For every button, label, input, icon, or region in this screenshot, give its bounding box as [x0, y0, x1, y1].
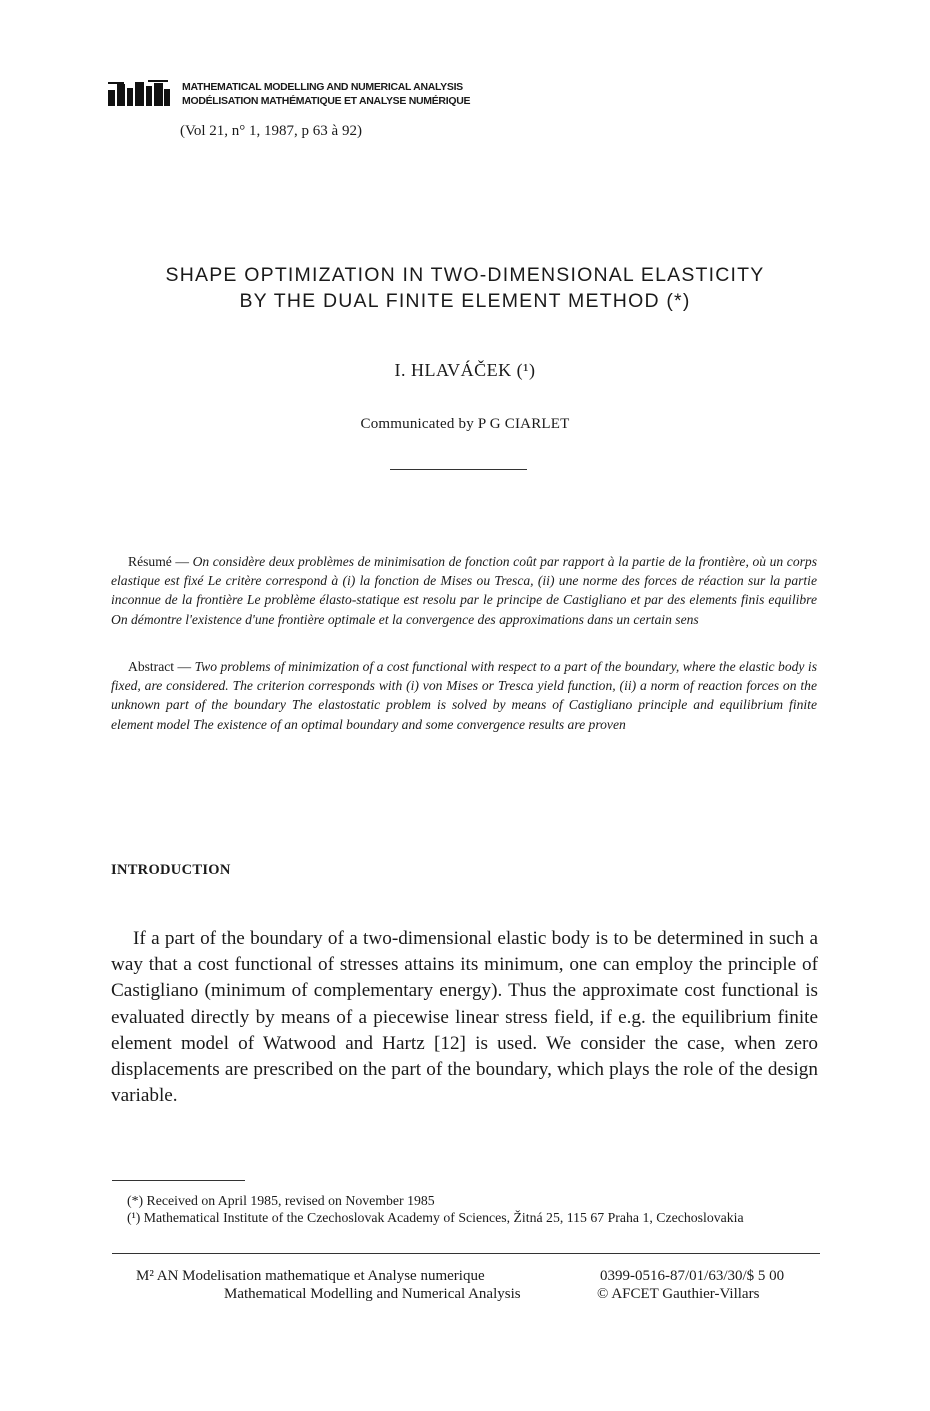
journal-name-fr: MODÉLISATION MATHÉMATIQUE ET ANALYSE NUMÉRIQUE	[182, 95, 471, 107]
resume-text: On considère deux problèmes de minimisation de fonction coût par rapport à la partie de la frontière, où un corps elastique est fixé Le critère correspond à (i) la fonction de Mises ou Tresca, (ii) une norme des forces de réaction sur la partie inconnue de la frontière Le problème élasto-statique est resolu par le principe de Castigliano et par des elements finis equilibre On démontre l'existence d'une frontière optimale et la convergence des approximations dans un certain sens	[111, 554, 817, 627]
citation: (Vol 21, n° 1, 1987, p 63 à 92)	[180, 123, 362, 139]
journal-logo	[108, 80, 170, 106]
title-line-2: BY THE DUAL FINITE ELEMENT METHOD (*)	[239, 290, 691, 312]
introduction-paragraph: If a part of the boundary of a two-dimensional elastic body is to be determined in such a way that a cost functional of stresses attains its minimum, one can employ the principle of Castigliano (minimum of complementary energy). Thus the approximate cost functional is evaluated directly by means of a piecewise linear stress field, if e.g. the equilibrium finite element model of Watwood and Hartz [12] is used. We consider the case, when zero displacements are prescribed on the part of the boundary, which plays the role of the design variable.	[111, 928, 818, 1107]
footer-issn: 0399-0516-87/01/63/30/$ 5 00	[600, 1268, 785, 1284]
resume-label: Résumé —	[128, 554, 189, 569]
footer-copyright: © AFCET Gauthier-Villars	[597, 1286, 760, 1302]
footnote-rule	[112, 1180, 245, 1181]
footer-rule	[112, 1253, 820, 1254]
footer-journal-fr: M² AN Modelisation mathematique et Analyse numerique	[136, 1268, 485, 1284]
abstract-label: Abstract —	[128, 659, 192, 674]
journal-name-en: MATHEMATICAL MODELLING AND NUMERICAL ANALYSIS	[182, 81, 463, 93]
section-heading-introduction: INTRODUCTION	[111, 862, 231, 878]
title-line-1: SHAPE OPTIMIZATION IN TWO-DIMENSIONAL ELASTICITY	[165, 264, 765, 286]
author: I. HLAVÁČEK (¹)	[394, 360, 536, 380]
title-separator	[390, 469, 527, 470]
resume	[111, 552, 817, 629]
footnote-1: (*) Received on April 1985, revised on November 1985	[127, 1193, 435, 1208]
communicated-by: Communicated by P G CIARLET	[360, 416, 570, 432]
abstract	[111, 657, 817, 734]
footnote-2: (¹) Mathematical Institute of the Czechoslovak Academy of Sciences, Žitná 25, 115 67 Praha 1, Czechoslovakia	[127, 1210, 744, 1225]
abstract-text: Two problems of minimization of a cost functional with respect to a part of the boundary, where the elastic body is fixed, are considered. The criterion corresponds with (i) von Mises or Tresca yield function, (ii) a norm of reaction forces on the unknown part of the boundary The elastostatic problem is solved by means of Castigliano principle and equilibrium finite element model The existence of an optimal boundary and some convergence results are proven	[111, 659, 817, 732]
footer-journal-en: Mathematical Modelling and Numerical Analysis	[224, 1286, 521, 1302]
